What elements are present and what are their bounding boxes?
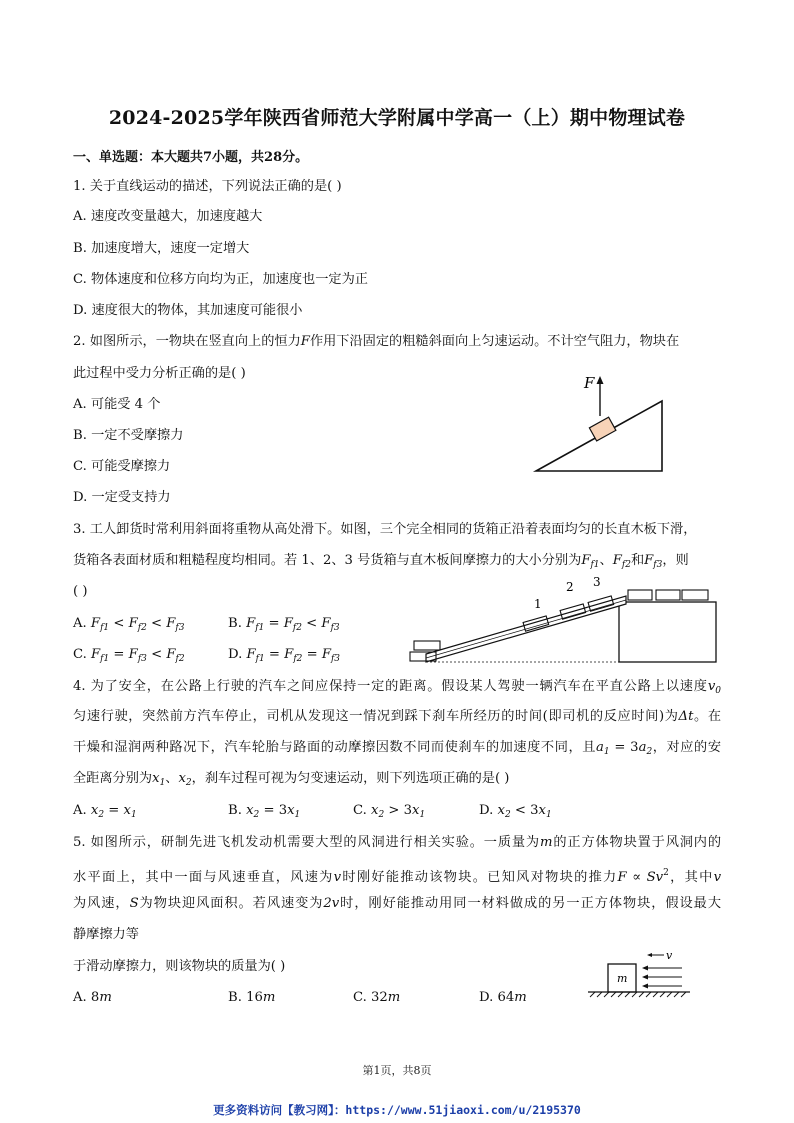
q1-stem: 1. 关于直线运动的描述，下列说法正确的是( ) — [73, 179, 342, 194]
q3-option-d: D. $F_{f1} = F_{f2} = F_{f3}$ — [228, 647, 341, 664]
q3-stem-line2: 货箱各表面材质和粗糙程度均相同。若 1、2、3 号货箱与直木板间摩擦力的大小分别为$F_{f1}$、$F_{f2}$和$F_{f3}$，则 — [73, 553, 689, 570]
q5-line1: 5. 如图所示，研制先进飞机发动机需要大型的风洞进行相关实验。一质量为m的正方体物块置于风洞内的 — [73, 835, 722, 850]
q2-option-c: C. 可能受摩擦力 — [73, 459, 171, 474]
q5-line4: 静摩擦力等 — [73, 927, 139, 942]
q5-option-d: D. 64m — [479, 990, 527, 1005]
ground-hatching — [590, 992, 686, 997]
q2-incline-figure — [530, 372, 670, 477]
resource-banner[interactable]: 更多资料访问【教习网】：https://www.51jiaoxi.com/u/2195370 — [213, 1103, 581, 1117]
q4-line2: 匀速行驶，突然前方汽车停止，司机从发现这一情况到踩下刹车所经历的时间(即司机的反应时间)为Δt。在 — [73, 709, 722, 724]
box-label-2: 2 — [566, 580, 574, 594]
box-label-3: 3 — [593, 575, 601, 589]
section-heading: 一、单选题：本大题共7小题，共28分。 — [73, 150, 309, 165]
wind-velocity-label: v — [666, 949, 673, 962]
q1-option-a: A. 速度改变量越大，加速度越大 — [73, 209, 263, 224]
q5-line2: 水平面上，其中一面与风速垂直，风速为v时刚好能推动该物块。已知风对物块的推力$F \propto Sv^2$，其中v — [73, 868, 722, 885]
q3-stem-line1: 3. 工人卸货时常利用斜面将重物从高处滑下。如图，三个完全相同的货箱正沿着表面均匀的长直木板下滑， — [73, 522, 697, 537]
q2-option-b: B. 一定不受摩擦力 — [73, 428, 184, 443]
page-title: 2024-2025学年陕西省师范大学附属中学高一（上）期中物理试卷 — [108, 107, 686, 129]
force-arrowhead — [597, 376, 604, 384]
q3-option-a: A. $F_{f1} < F_{f2} < F_{f3}$ — [73, 616, 185, 633]
force-label: F — [584, 374, 595, 392]
q1-option-c: C. 物体速度和位移方向均为正，加速度也一定为正 — [73, 272, 368, 287]
q4-line3: 干燥和湿润两种路况下，汽车轮胎与路面的动摩擦因数不同而使刹车的加速度不同，且$a_1 = 3a_2$，对应的安 — [73, 740, 722, 757]
q3-option-c: C. $F_{f1} = F_{f3} < F_{f2}$ — [73, 647, 185, 664]
stacked-box — [628, 590, 652, 600]
page-footer: 第1页，共8页 — [362, 1064, 432, 1077]
q3-ramp-figure — [406, 574, 721, 666]
q4-option-b: B. $x_2 = 3x_1$ — [228, 803, 301, 820]
q4-option-a: A. $x_2 = x_1$ — [73, 803, 137, 820]
wind-arrows — [644, 968, 682, 986]
q3-stem-line3: ( ) — [73, 584, 88, 599]
box-label-1: 1 — [534, 597, 542, 611]
q2-stem-line1: 2. 如图所示，一物块在竖直向上的恒力F作用下沿固定的粗糙斜面向上匀速运动。不计空气阻力，物块在 — [73, 334, 680, 349]
platform — [619, 602, 716, 662]
q5-line3: 为风速，S为物块迎风面积。若风速变为2v时，刚好能推动用同一材料做成的另一正方体物块，假设最大 — [73, 896, 722, 911]
stacked-box — [656, 590, 680, 600]
q1-option-b: B. 加速度增大，速度一定增大 — [73, 241, 250, 256]
cube-mass-label: m — [617, 972, 628, 985]
q1-option-d: D. 速度很大的物体，其加速度可能很小 — [73, 303, 303, 318]
q5-option-b: B. 16m — [228, 990, 276, 1005]
q4-option-d: D. $x_2 < 3x_1$ — [479, 803, 552, 820]
q5-option-c: C. 32m — [353, 990, 401, 1005]
q2-stem-line2: 此过程中受力分析正确的是( ) — [73, 366, 246, 381]
q3-option-b: B. $F_{f1} = F_{f2} < F_{f3}$ — [228, 616, 340, 633]
q4-line1: 4. 为了安全，在公路上行驶的汽车之间应保持一定的距离。假设某人驾驶一辆汽车在平直公路上以速度$v_0$ — [73, 679, 721, 696]
q5-line5: 于滑动摩擦力，则该物块的质量为( ) — [73, 959, 286, 974]
q4-line4: 全距离分别为$x_1$、$x_2$，刹车过程可视为匀变速运动，则下列选项正确的是( ) — [73, 771, 510, 788]
bottom-box — [414, 641, 440, 650]
block-on-incline — [589, 417, 616, 441]
q5-wind-tunnel-figure — [586, 948, 696, 1000]
stacked-box — [682, 590, 708, 600]
q2-option-d: D. 一定受支持力 — [73, 490, 171, 505]
q2-option-a: A. 可能受 4 个 — [73, 397, 161, 412]
q5-option-a: A. 8m — [73, 990, 112, 1005]
q4-option-c: C. $x_2 > 3x_1$ — [353, 803, 426, 820]
